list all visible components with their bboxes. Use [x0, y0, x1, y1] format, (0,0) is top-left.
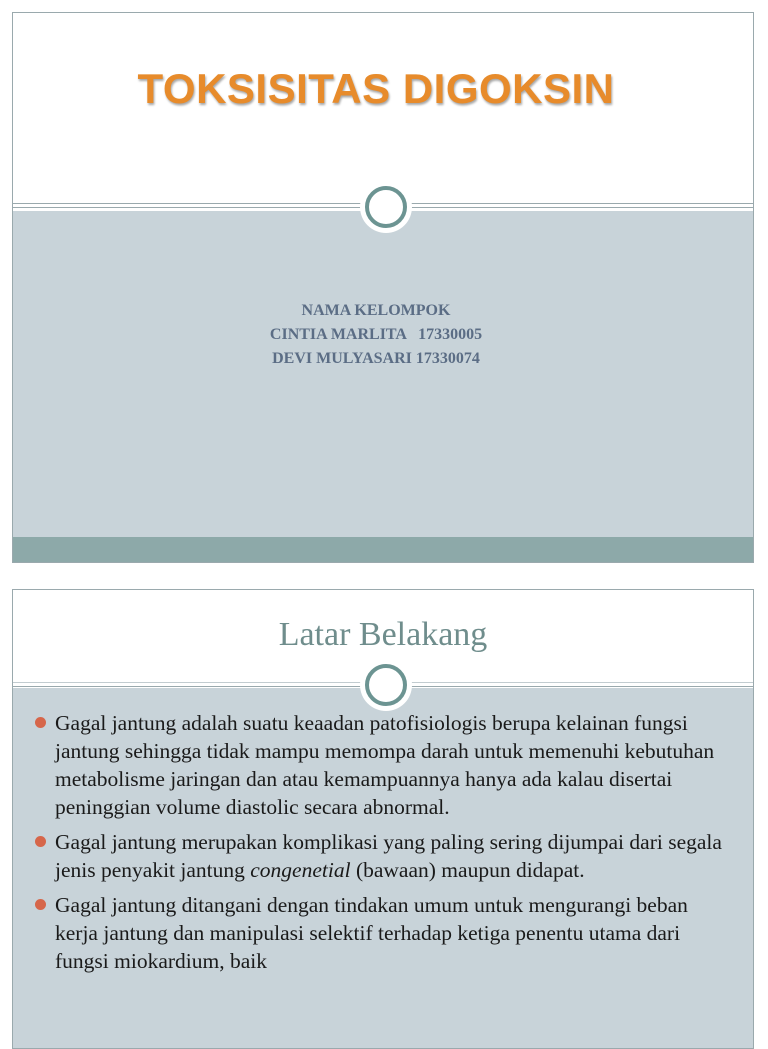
title-area [13, 13, 753, 205]
group-members [13, 299, 753, 371]
slide-body [13, 211, 753, 537]
bullet-dot-icon [35, 717, 46, 728]
list-item: Gagal jantung adalah suatu keaadan patofisiologis berupa kelainan fungsi jantung sehingga tidak mampu memompa darah untuk memenuhi kebutuhan metabolisme jaringan dan atau kemampuannya hanya ada kalau disertai peninggian volume diastolic secara abnormal. [35, 709, 735, 821]
circle-ornament-icon [365, 664, 407, 706]
title-slide [12, 12, 754, 563]
slide-heading: Latar Belakang [278, 616, 488, 653]
circle-ornament-icon [365, 186, 407, 228]
member-1: CINTIA MARLITA 17330005 [269, 326, 483, 343]
content-slide [12, 589, 754, 1049]
bullet-list [35, 709, 735, 982]
bullet-dot-icon [35, 899, 46, 910]
member-2: DEVI MULYASARI 17330074 [272, 350, 480, 367]
list-item: Gagal jantung merupakan komplikasi yang paling sering dijumpai dari segala jenis penyakit jantung congenetial (bawaan) maupun didapat. [35, 828, 735, 884]
group-label: NAMA KELOMPOK [301, 302, 451, 319]
list-item: Gagal jantung ditangani dengan tindakan umum untuk mengurangi beban kerja jantung dan manipulasi selektif terhadap ketiga penentu utama dari fungsi miokardium, baik [35, 891, 735, 975]
footer-band [13, 537, 753, 563]
bullet-dot-icon [35, 836, 46, 847]
slide-title: TOKSISITAS DIGOKSIN [137, 65, 615, 112]
